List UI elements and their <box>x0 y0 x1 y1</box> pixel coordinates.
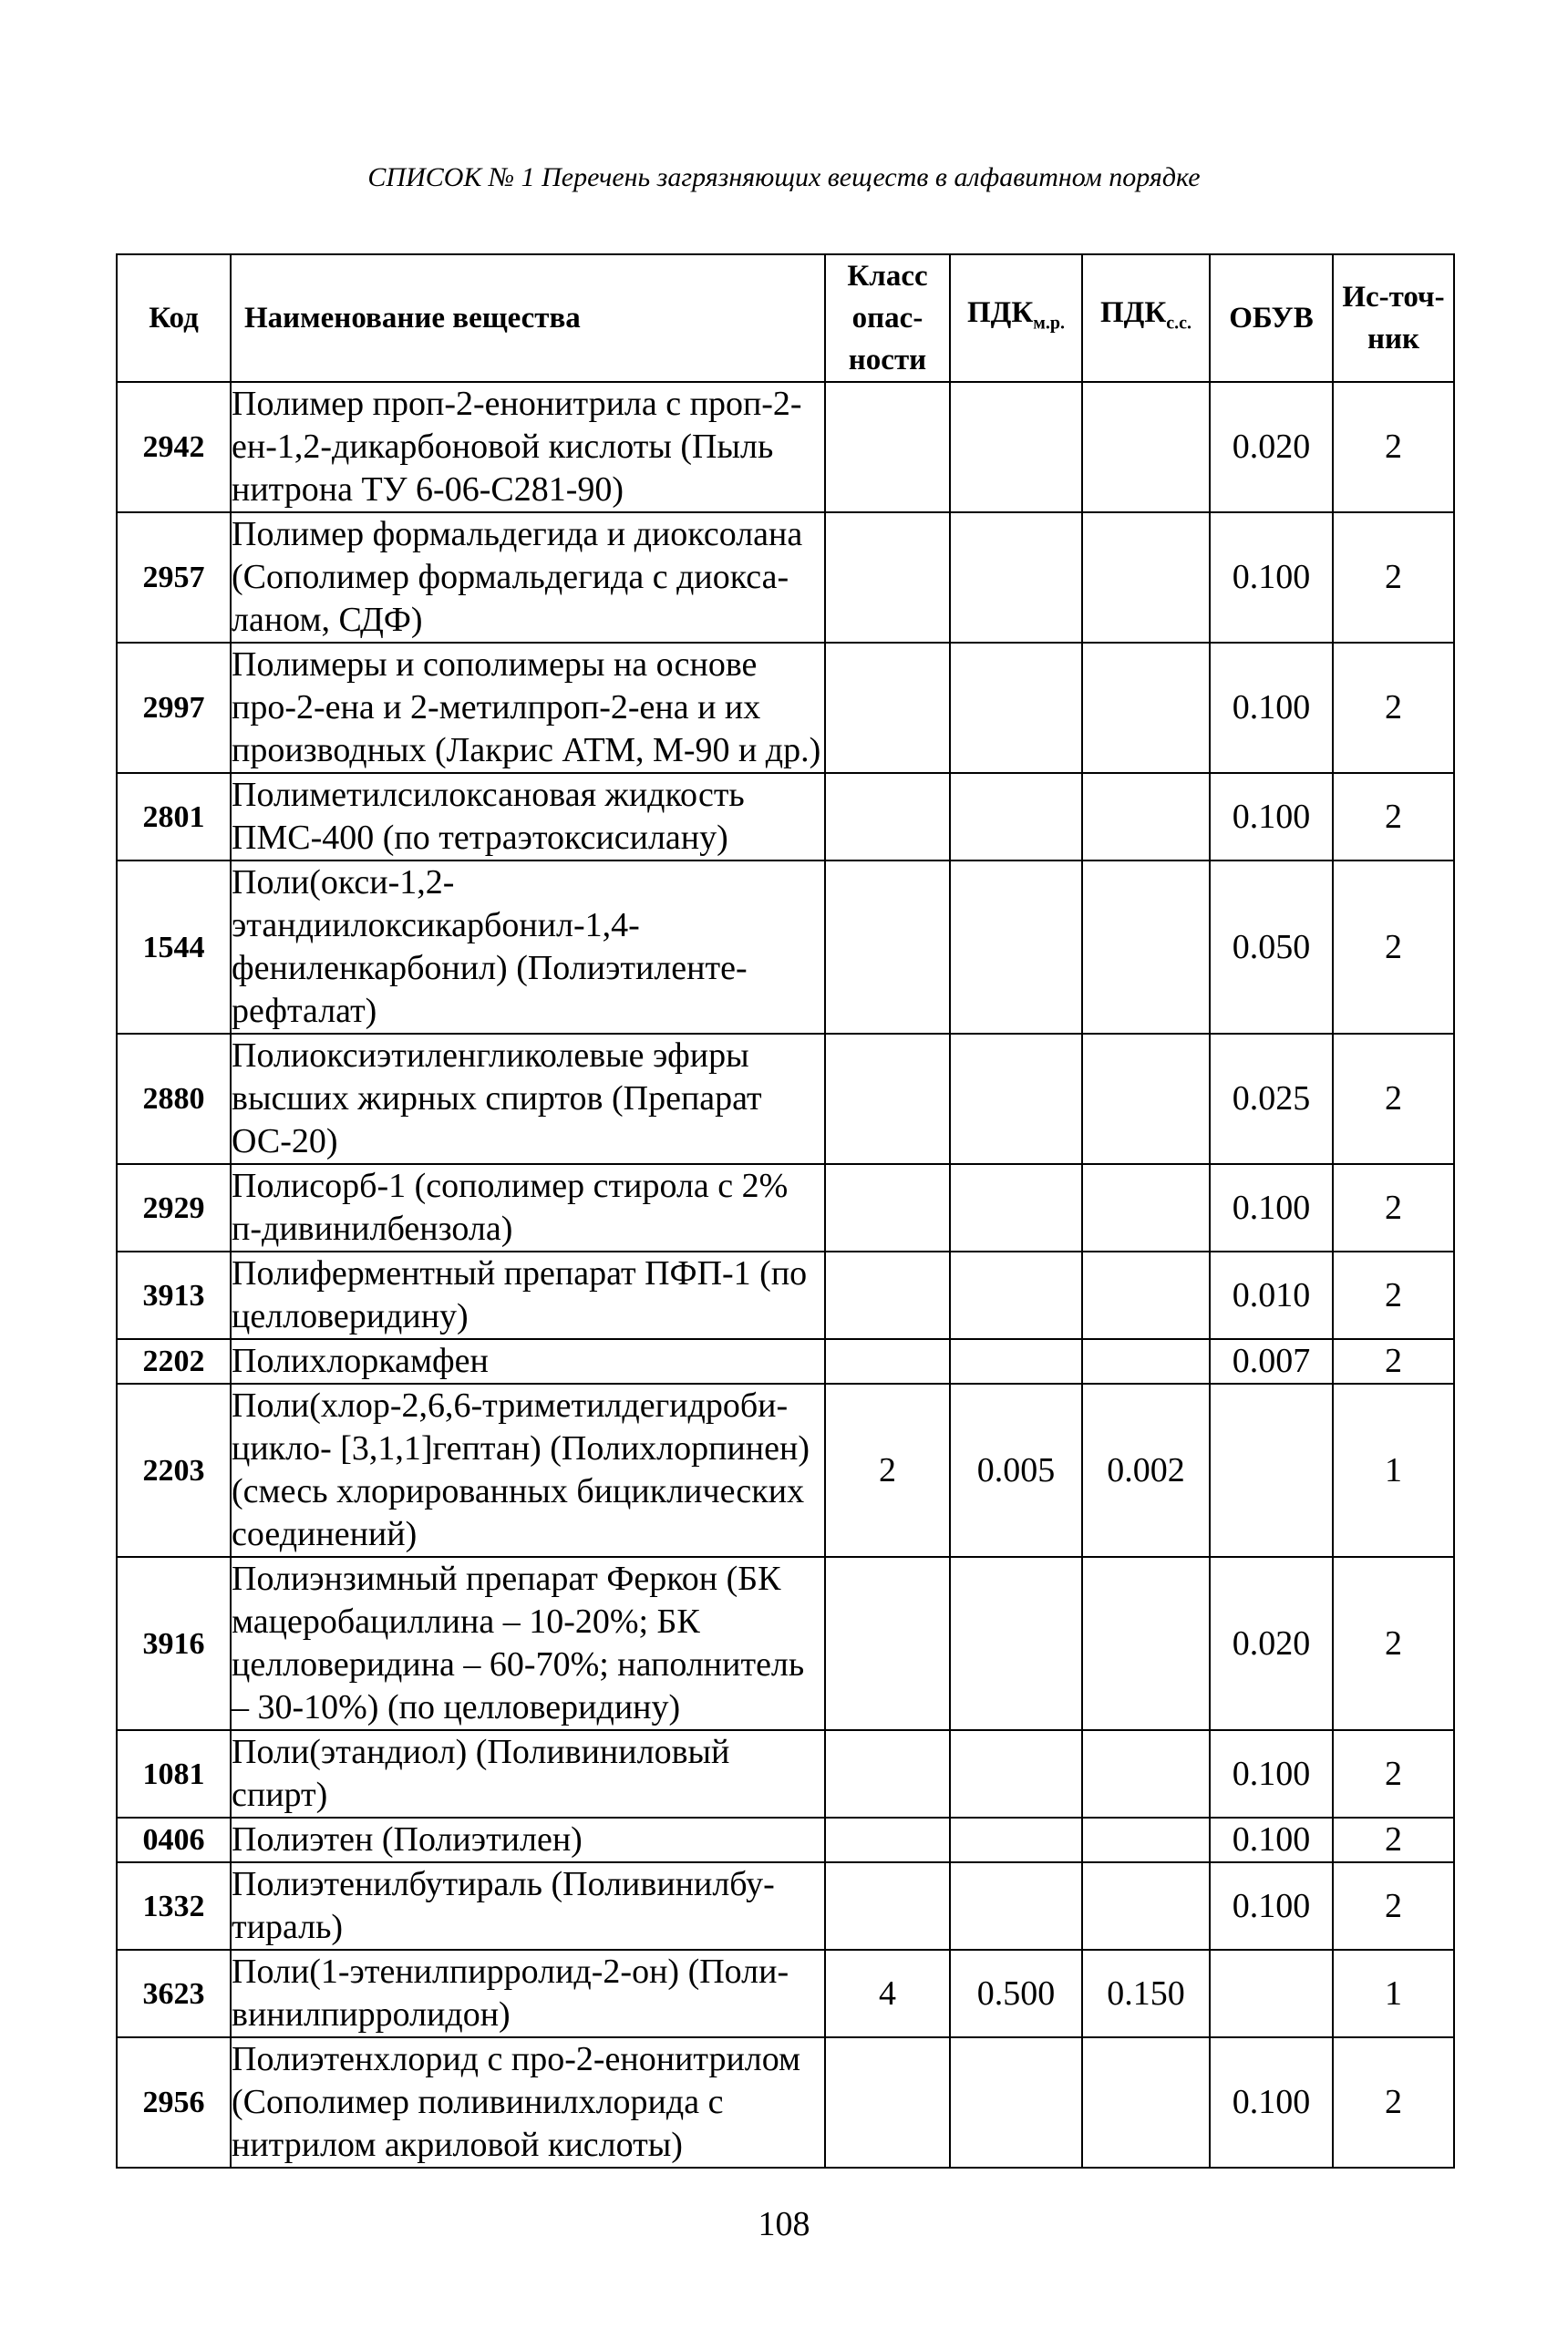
cell-obuv: 0.100 <box>1210 2037 1333 2168</box>
cell-code: 2801 <box>117 773 231 860</box>
cell-name: Полиферментный препарат ПФП-1 (по целловеридину) <box>231 1252 825 1339</box>
col-header-code: Код <box>117 254 231 382</box>
col-header-source: Ис-точ-ник <box>1333 254 1454 382</box>
cell-source: 2 <box>1333 860 1454 1034</box>
cell-hazard-class <box>825 1164 950 1252</box>
cell-hazard-class <box>825 512 950 643</box>
cell-code: 1081 <box>117 1730 231 1818</box>
cell-name: Полимер проп-2-енонитрила с проп-2-ен-1,2-дикарбоновой кислоты (Пыль нитрона ТУ 6-06-С281-90) <box>231 382 825 512</box>
cell-obuv: 0.100 <box>1210 773 1333 860</box>
pdk-mr-subscript: м.р. <box>1033 313 1066 334</box>
cell-source: 2 <box>1333 1730 1454 1818</box>
cell-pdk-ss <box>1082 1730 1210 1818</box>
cell-pdk-mr <box>950 773 1082 860</box>
cell-pdk-mr <box>950 1557 1082 1730</box>
cell-pdk-mr <box>950 860 1082 1034</box>
cell-name: Полимер формальдегида и диоксолана (Сополимер формальдегида с диокса-ланом, СДФ) <box>231 512 825 643</box>
cell-pdk-ss <box>1082 1034 1210 1164</box>
cell-pdk-ss: 0.150 <box>1082 1950 1210 2037</box>
cell-name: Поли(окси-1,2-этандиилоксикарбонил-1,4-фениленкарбонил) (Полиэтиленте-рефталат) <box>231 860 825 1034</box>
cell-code: 3916 <box>117 1557 231 1730</box>
cell-code: 3913 <box>117 1252 231 1339</box>
page-number: 108 <box>758 2205 810 2243</box>
cell-obuv: 0.100 <box>1210 643 1333 773</box>
cell-code: 3623 <box>117 1950 231 2037</box>
cell-name: Полиэтенхлорид с про-2-енонитрилом (Сополимер поливинилхлорида с нитрилом акриловой кислоты) <box>231 2037 825 2168</box>
cell-pdk-mr <box>950 2037 1082 2168</box>
cell-pdk-mr <box>950 1730 1082 1818</box>
cell-hazard-class: 4 <box>825 1950 950 2037</box>
cell-code: 2956 <box>117 2037 231 2168</box>
cell-code: 1544 <box>117 860 231 1034</box>
table-row <box>117 860 1454 1034</box>
cell-source: 2 <box>1333 1557 1454 1730</box>
cell-pdk-mr <box>950 1164 1082 1252</box>
cell-pdk-ss <box>1082 1557 1210 1730</box>
cell-pdk-ss <box>1082 382 1210 512</box>
cell-pdk-mr: 0.005 <box>950 1384 1082 1557</box>
table-row <box>117 1862 1454 1950</box>
cell-pdk-ss <box>1082 860 1210 1034</box>
col-header-hazard-class: Класс опас-ности <box>825 254 950 382</box>
cell-code: 2942 <box>117 382 231 512</box>
cell-hazard-class <box>825 2037 950 2168</box>
cell-pdk-mr: 0.500 <box>950 1950 1082 2037</box>
cell-source: 2 <box>1333 643 1454 773</box>
cell-pdk-mr <box>950 1818 1082 1862</box>
substances-table <box>116 253 1455 2169</box>
cell-source: 2 <box>1333 773 1454 860</box>
cell-code: 2957 <box>117 512 231 643</box>
cell-name: Полиэнзимный препарат Феркон (БК мацеробациллина – 10-20%; БК целловеридина – 60-70%; наполнитель – 30-10%) (по целловеридину) <box>231 1557 825 1730</box>
cell-pdk-ss <box>1082 643 1210 773</box>
cell-code: 1332 <box>117 1862 231 1950</box>
cell-pdk-ss <box>1082 773 1210 860</box>
cell-hazard-class <box>825 1818 950 1862</box>
cell-name: Поли(хлор-2,6,6-триметилдегидроби-цикло- [3,1,1]гептан) (Полихлорпинен) (смесь хлорированных бициклических соединений) <box>231 1384 825 1557</box>
cell-hazard-class <box>825 1252 950 1339</box>
cell-obuv: 0.100 <box>1210 1862 1333 1950</box>
table-header-row <box>117 254 1454 382</box>
cell-hazard-class <box>825 1339 950 1384</box>
table-body <box>117 382 1454 2168</box>
cell-hazard-class <box>825 1862 950 1950</box>
cell-code: 0406 <box>117 1818 231 1862</box>
cell-hazard-class <box>825 860 950 1034</box>
col-header-name: Наименование вещества <box>231 254 825 382</box>
cell-pdk-mr <box>950 1339 1082 1384</box>
table-row <box>117 1818 1454 1862</box>
cell-pdk-ss <box>1082 512 1210 643</box>
cell-code: 2997 <box>117 643 231 773</box>
cell-pdk-ss: 0.002 <box>1082 1384 1210 1557</box>
cell-pdk-mr <box>950 1862 1082 1950</box>
cell-source: 2 <box>1333 382 1454 512</box>
cell-source: 2 <box>1333 2037 1454 2168</box>
cell-pdk-mr <box>950 643 1082 773</box>
cell-source: 2 <box>1333 1339 1454 1384</box>
table-row <box>117 1950 1454 2037</box>
cell-obuv: 0.100 <box>1210 1818 1333 1862</box>
cell-pdk-ss <box>1082 1339 1210 1384</box>
cell-obuv: 0.020 <box>1210 1557 1333 1730</box>
cell-hazard-class <box>825 643 950 773</box>
cell-name: Поли(этандиол) (Поливиниловый спирт) <box>231 1730 825 1818</box>
cell-hazard-class <box>825 382 950 512</box>
cell-hazard-class: 2 <box>825 1384 950 1557</box>
cell-source: 2 <box>1333 1818 1454 1862</box>
cell-pdk-mr <box>950 512 1082 643</box>
cell-source: 2 <box>1333 1034 1454 1164</box>
table-row <box>117 643 1454 773</box>
pdk-ss-label: ПДК <box>1099 296 1167 330</box>
pdk-ss-subscript: с.с. <box>1166 313 1192 334</box>
table-row <box>117 1557 1454 1730</box>
cell-name: Полиэтенилбутираль (Поливинилбу-тираль) <box>231 1862 825 1950</box>
cell-pdk-ss <box>1082 1164 1210 1252</box>
cell-pdk-mr <box>950 1252 1082 1339</box>
cell-source: 1 <box>1333 1950 1454 2037</box>
cell-pdk-ss <box>1082 1252 1210 1339</box>
col-header-pdk-ss <box>1082 254 1210 382</box>
table-row <box>117 1730 1454 1818</box>
cell-obuv: 0.100 <box>1210 1730 1333 1818</box>
cell-code: 2202 <box>117 1339 231 1384</box>
cell-code: 2929 <box>117 1164 231 1252</box>
cell-name: Полиметилсилоксановая жидкость ПМС-400 (по тетраэтоксисилану) <box>231 773 825 860</box>
cell-name: Поли(1-этенилпирролид-2-он) (Поли-винилпирролидон) <box>231 1950 825 2037</box>
cell-source: 1 <box>1333 1384 1454 1557</box>
cell-hazard-class <box>825 1557 950 1730</box>
cell-name: Полисорб-1 (сополимер стирола с 2% п-дивинилбензола) <box>231 1164 825 1252</box>
cell-pdk-ss <box>1082 1818 1210 1862</box>
cell-name: Полихлоркамфен <box>231 1339 825 1384</box>
cell-obuv <box>1210 1384 1333 1557</box>
table-row <box>117 382 1454 512</box>
cell-source: 2 <box>1333 512 1454 643</box>
col-header-obuv: ОБУВ <box>1210 254 1333 382</box>
cell-obuv: 0.050 <box>1210 860 1333 1034</box>
cell-name: Полиоксиэтиленгликолевые эфиры высших жирных спиртов (Препарат ОС-20) <box>231 1034 825 1164</box>
table-row <box>117 2037 1454 2168</box>
table-row <box>117 1034 1454 1164</box>
table-row <box>117 1339 1454 1384</box>
cell-obuv: 0.007 <box>1210 1339 1333 1384</box>
cell-source: 2 <box>1333 1252 1454 1339</box>
cell-hazard-class <box>825 1730 950 1818</box>
cell-name: Полиэтен (Полиэтилен) <box>231 1818 825 1862</box>
cell-hazard-class <box>825 1034 950 1164</box>
cell-obuv: 0.010 <box>1210 1252 1333 1339</box>
cell-obuv <box>1210 1950 1333 2037</box>
cell-obuv: 0.025 <box>1210 1034 1333 1164</box>
cell-source: 2 <box>1333 1862 1454 1950</box>
cell-source: 2 <box>1333 1164 1454 1252</box>
cell-pdk-ss <box>1082 2037 1210 2168</box>
table-row <box>117 512 1454 643</box>
cell-pdk-ss <box>1082 1862 1210 1950</box>
cell-hazard-class <box>825 773 950 860</box>
cell-obuv: 0.100 <box>1210 1164 1333 1252</box>
cell-obuv: 0.100 <box>1210 512 1333 643</box>
table-row <box>117 1252 1454 1339</box>
cell-code: 2203 <box>117 1384 231 1557</box>
cell-pdk-mr <box>950 1034 1082 1164</box>
cell-obuv: 0.020 <box>1210 382 1333 512</box>
page-header: СПИСОК № 1 Перечень загрязняющих веществ в алфавитном порядке <box>367 162 1201 192</box>
table-row <box>117 773 1454 860</box>
table-row <box>117 1164 1454 1252</box>
col-header-pdk-mr <box>950 254 1082 382</box>
cell-code: 2880 <box>117 1034 231 1164</box>
pdk-mr-label: ПДК <box>966 296 1034 330</box>
cell-pdk-mr <box>950 382 1082 512</box>
cell-name: Полимеры и сополимеры на основе про-2-ена и 2-метилпроп-2-ена и их производных (Лакрис АТМ, М-90 и др.) <box>231 643 825 773</box>
table-row <box>117 1384 1454 1557</box>
